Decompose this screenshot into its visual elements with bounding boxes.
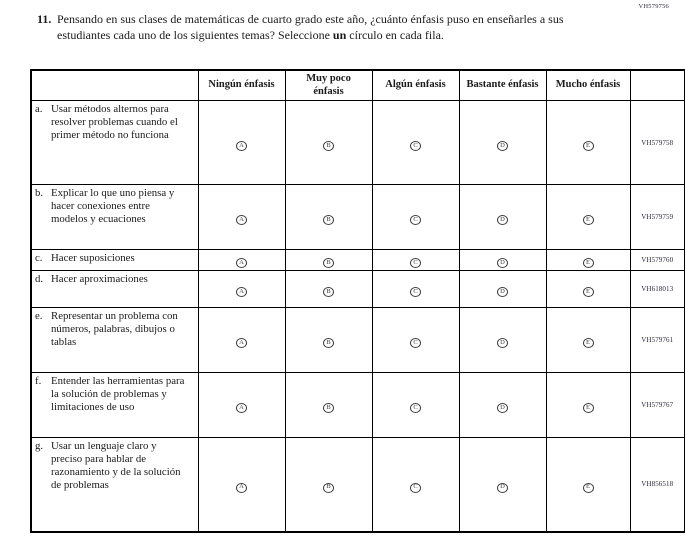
option-bubble-b[interactable]: B [323, 215, 334, 225]
option-bubble-c[interactable]: C [410, 258, 421, 268]
option-cell [459, 308, 546, 373]
matrix-body [31, 101, 685, 532]
option-cell [285, 373, 372, 438]
option-cell [459, 101, 546, 185]
response-matrix-table [30, 69, 685, 533]
option-cell [546, 250, 630, 271]
page-accession-code: VH579756 [638, 3, 669, 10]
option-cell [546, 373, 630, 438]
option-cell [372, 373, 459, 438]
row-statement-text: Representar un problema con números, palabras, dibujos o tablas [51, 310, 178, 348]
option-bubble-e[interactable]: E [583, 483, 594, 493]
option-cell [285, 185, 372, 250]
option-cell [372, 271, 459, 308]
option-cell [459, 438, 546, 532]
question-text-end: círculo en cada fila. [346, 27, 444, 42]
option-bubble-b[interactable]: B [323, 258, 334, 268]
option-bubble-d[interactable]: D [497, 215, 508, 225]
option-bubble-b[interactable]: B [323, 403, 334, 413]
row-statement-cell [31, 373, 198, 438]
option-cell [372, 250, 459, 271]
row-code: VH579759 [630, 185, 685, 250]
row-statement-cell [31, 271, 198, 308]
option-bubble-a[interactable]: A [236, 338, 247, 348]
option-cell [285, 308, 372, 373]
option-cell [546, 438, 630, 532]
option-bubble-c[interactable]: C [410, 287, 421, 297]
option-cell [546, 101, 630, 185]
option-cell [285, 101, 372, 185]
option-bubble-e[interactable]: E [583, 215, 594, 225]
option-cell [546, 271, 630, 308]
row-code: VH856518 [630, 438, 685, 532]
option-bubble-a[interactable]: A [236, 215, 247, 225]
option-bubble-e[interactable]: E [583, 403, 594, 413]
option-bubble-d[interactable]: D [497, 287, 508, 297]
question-text-start: Pensando en sus clases de matemáticas de cuarto grado este año, ¿cuánto énfasis puso en enseñarles a sus estudiantes cada uno de los siguientes temas? Seleccione [57, 12, 564, 42]
option-cell [372, 438, 459, 532]
option-bubble-c[interactable]: C [410, 483, 421, 493]
option-bubble-a[interactable]: A [236, 403, 247, 413]
row-code: VH579761 [630, 308, 685, 373]
option-bubble-b[interactable]: B [323, 483, 334, 493]
option-cell [372, 308, 459, 373]
option-bubble-e[interactable]: E [583, 287, 594, 297]
option-cell [546, 308, 630, 373]
option-cell [198, 308, 285, 373]
question-text [57, 12, 569, 43]
option-bubble-a[interactable]: A [236, 141, 247, 151]
question-block [0, 0, 685, 43]
option-bubble-e[interactable]: E [583, 258, 594, 268]
option-cell [459, 373, 546, 438]
option-cell [285, 438, 372, 532]
option-bubble-a[interactable]: A [236, 287, 247, 297]
option-bubble-d[interactable]: D [497, 258, 508, 268]
row-code: VH579767 [630, 373, 685, 438]
option-cell [198, 185, 285, 250]
option-cell [372, 185, 459, 250]
row-statement-text: Hacer suposiciones [51, 252, 135, 264]
option-bubble-b[interactable]: B [323, 141, 334, 151]
option-bubble-c[interactable]: C [410, 338, 421, 348]
column-header-empty-code [630, 70, 685, 101]
option-bubble-a[interactable]: A [236, 258, 247, 268]
row-letter: f. [35, 375, 42, 387]
row-code: VH579760 [630, 250, 685, 271]
option-bubble-d[interactable]: D [497, 338, 508, 348]
column-header-empty-statement [31, 70, 198, 101]
row-statement-cell [31, 185, 198, 250]
row-letter: e. [35, 310, 43, 322]
option-cell [198, 373, 285, 438]
table-row [31, 250, 685, 271]
row-letter: b. [35, 187, 44, 199]
option-cell [285, 250, 372, 271]
option-bubble-a[interactable]: A [236, 483, 247, 493]
option-bubble-e[interactable]: E [583, 141, 594, 151]
row-statement-cell [31, 250, 198, 271]
column-header-algun-enfasis: Algún énfasis [372, 70, 459, 101]
option-bubble-c[interactable]: C [410, 403, 421, 413]
row-statement-text: Entender las herramientas para la solución de problemas y limitaciones de uso [51, 375, 185, 413]
column-header-ningun-enfasis: Ningún énfasis [198, 70, 285, 101]
table-row [31, 101, 685, 185]
option-cell [198, 101, 285, 185]
row-code: VH618013 [630, 271, 685, 308]
table-row [31, 308, 685, 373]
row-code: VH579758 [630, 101, 685, 185]
column-header-muy-poco-enfasis: Muy poco énfasis [285, 70, 372, 101]
header-row [31, 70, 685, 101]
row-statement-cell [31, 438, 198, 532]
row-letter: g. [35, 440, 44, 452]
row-statement-text: Usar métodos alternos para resolver problemas cuando el primer método no funciona [51, 103, 178, 141]
option-cell [285, 271, 372, 308]
option-cell [198, 271, 285, 308]
row-letter: a. [35, 103, 43, 115]
option-bubble-e[interactable]: E [583, 338, 594, 348]
option-cell [459, 250, 546, 271]
column-header-bastante-enfasis: Bastante énfasis [459, 70, 546, 101]
table-row [31, 185, 685, 250]
row-letter: d. [35, 273, 44, 285]
column-header-mucho-enfasis: Mucho énfasis [546, 70, 630, 101]
table-row [31, 438, 685, 532]
row-statement-text: Usar un lenguaje claro y preciso para hablar de razonamiento y de la solución de problemas [51, 440, 181, 491]
option-bubble-b[interactable]: B [323, 338, 334, 348]
option-cell [372, 101, 459, 185]
row-statement-cell [31, 308, 198, 373]
option-cell [198, 438, 285, 532]
row-statement-text: Hacer aproximaciones [51, 273, 148, 285]
option-bubble-d[interactable]: D [497, 403, 508, 413]
option-bubble-c[interactable]: C [410, 215, 421, 225]
option-cell [546, 185, 630, 250]
option-bubble-d[interactable]: D [497, 141, 508, 151]
option-bubble-d[interactable]: D [497, 483, 508, 493]
question-text-bold: un [332, 27, 347, 42]
table-row [31, 373, 685, 438]
row-statement-text: Explicar lo que uno piensa y hacer conexiones entre modelos y ecuaciones [51, 187, 175, 225]
option-cell [459, 185, 546, 250]
option-bubble-b[interactable]: B [323, 287, 334, 297]
table-row [31, 271, 685, 308]
row-letter: c. [35, 252, 43, 264]
option-cell [198, 250, 285, 271]
row-statement-cell [31, 101, 198, 185]
option-bubble-c[interactable]: C [410, 141, 421, 151]
question-number: 11. [37, 12, 52, 26]
option-cell [459, 271, 546, 308]
